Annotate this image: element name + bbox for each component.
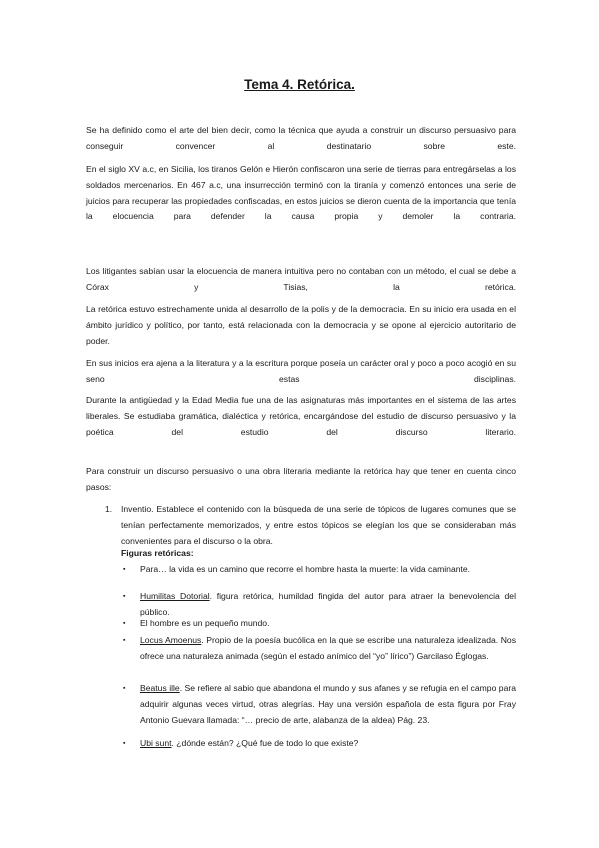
- paragraph-origin-sicily: En el siglo XV a.c, en Sicilia, los tiranos Gelón e Hierón confiscaron una serie de tierras para entregárselas a los soldados mercenarios. En 467 a.c, una insurrección terminó con la tiranía y comenzó entonces una serie de juicios para recuperar las propiedades confiscadas, en estos juicios se dieron cuenta de la importancia que tenía la elocuencia para defender la causa propia y demoler la contraria.: [86, 164, 516, 222]
- bullet-square-icon: ▪: [123, 620, 126, 627]
- bullet-text: . Se refiere al sabio que abandona el mundo y sus afanes y se refugia en el campo para adquirir algunas veces virtud, otras alegrías. Hay una versión española de esta figura por Fray Antonio Guevara llamada: “… precio de arte, alabanza de la aldea) Pág. 23.: [140, 683, 516, 725]
- bullet-item: [140, 681, 516, 728]
- bullet-text: El hombre es un pequeño mundo.: [140, 618, 270, 628]
- paragraph-polis-democracy: La retórica estuvo estrechamente unida al desarrollo de la polis y de la democracia. En su inicio era usada en el ámbito jurídico y político, por tanto, está relacionada con la democracia y se opone al ejercicio autoritario de poder.: [86, 304, 516, 346]
- paragraph-five-steps: Para construir un discurso persuasivo o una obra literaria mediante la retórica hay que tener en cuenta cinco pasos:: [86, 466, 516, 492]
- paragraph-middle-ages: Durante la antigüedad y la Edad Media fue una de las asignaturas más importantes en el sistema de las artes liberales. Se estudiaba gramática, dialéctica y retórica, encargándose del estudio de discurso persuasivo y la poética del estudio del discurso literario.: [86, 395, 516, 437]
- figures-subheading: Figuras retóricas:: [121, 548, 194, 558]
- bullet-item: [140, 736, 516, 752]
- bullet-text: . figura retórica, humildad fingida del autor para atraer la benevolencia del público.: [140, 591, 516, 617]
- list-item-inventio: Inventio. Establece el contenido con la búsqueda de una serie de tópicos de lugares comunes que se tenían perfectamente memorizados, y entre estos tópicos se elegían los que se consideraban más convenientes para el discurso o la obra.: [121, 504, 516, 546]
- bullet-square-icon: ▪: [123, 566, 126, 573]
- bullet-item: [140, 616, 516, 632]
- bullet-text: . ¿dónde están? ¿Qué fue de todo lo que existe?: [171, 738, 359, 748]
- bullet-term: Humilitas Dotorial: [140, 591, 210, 601]
- bullet-item: [140, 562, 516, 578]
- bullet-text: Para… la vida es un camino que recorre el hombre hasta la muerte: la vida caminante.: [140, 564, 471, 574]
- paragraph-literature: En sus inicios era ajena a la literatura y a la escritura porque poseía un carácter oral y poco a poco acogió en su seno estas disciplinas.: [86, 358, 516, 384]
- paragraph-definition: Se ha definido como el arte del bien decir, como la técnica que ayuda a construir un discurso persuasivo para conseguir convencer al destinatario sobre este.: [86, 125, 516, 151]
- bullet-square-icon: ▪: [123, 740, 126, 747]
- paragraph-litigants: Los litigantes sabían usar la elocuencia de manera intuitiva pero no contaban con un método, el cual se debe a Córax y Tisias, la retórica.: [86, 266, 516, 292]
- bullet-square-icon: ▪: [123, 593, 126, 600]
- bullet-term: Beatus ille: [140, 683, 180, 693]
- bullet-square-icon: ▪: [123, 685, 126, 692]
- list-item-number: 1.: [105, 504, 113, 514]
- document-title: Tema 4. Retórica.: [244, 77, 355, 92]
- bullet-term: Ubi sunt: [140, 738, 172, 748]
- bullet-text: . Propio de la poesía bucólica en la que se escribe una naturaleza idealizada. Nos ofrece una naturaleza animada (según el estado anímico del “yo” lírico”) Garcilaso Églogas.: [140, 635, 516, 661]
- bullet-square-icon: ▪: [123, 637, 126, 644]
- bullet-term: Locus Amoenus: [140, 635, 202, 645]
- bullet-item: [140, 633, 516, 665]
